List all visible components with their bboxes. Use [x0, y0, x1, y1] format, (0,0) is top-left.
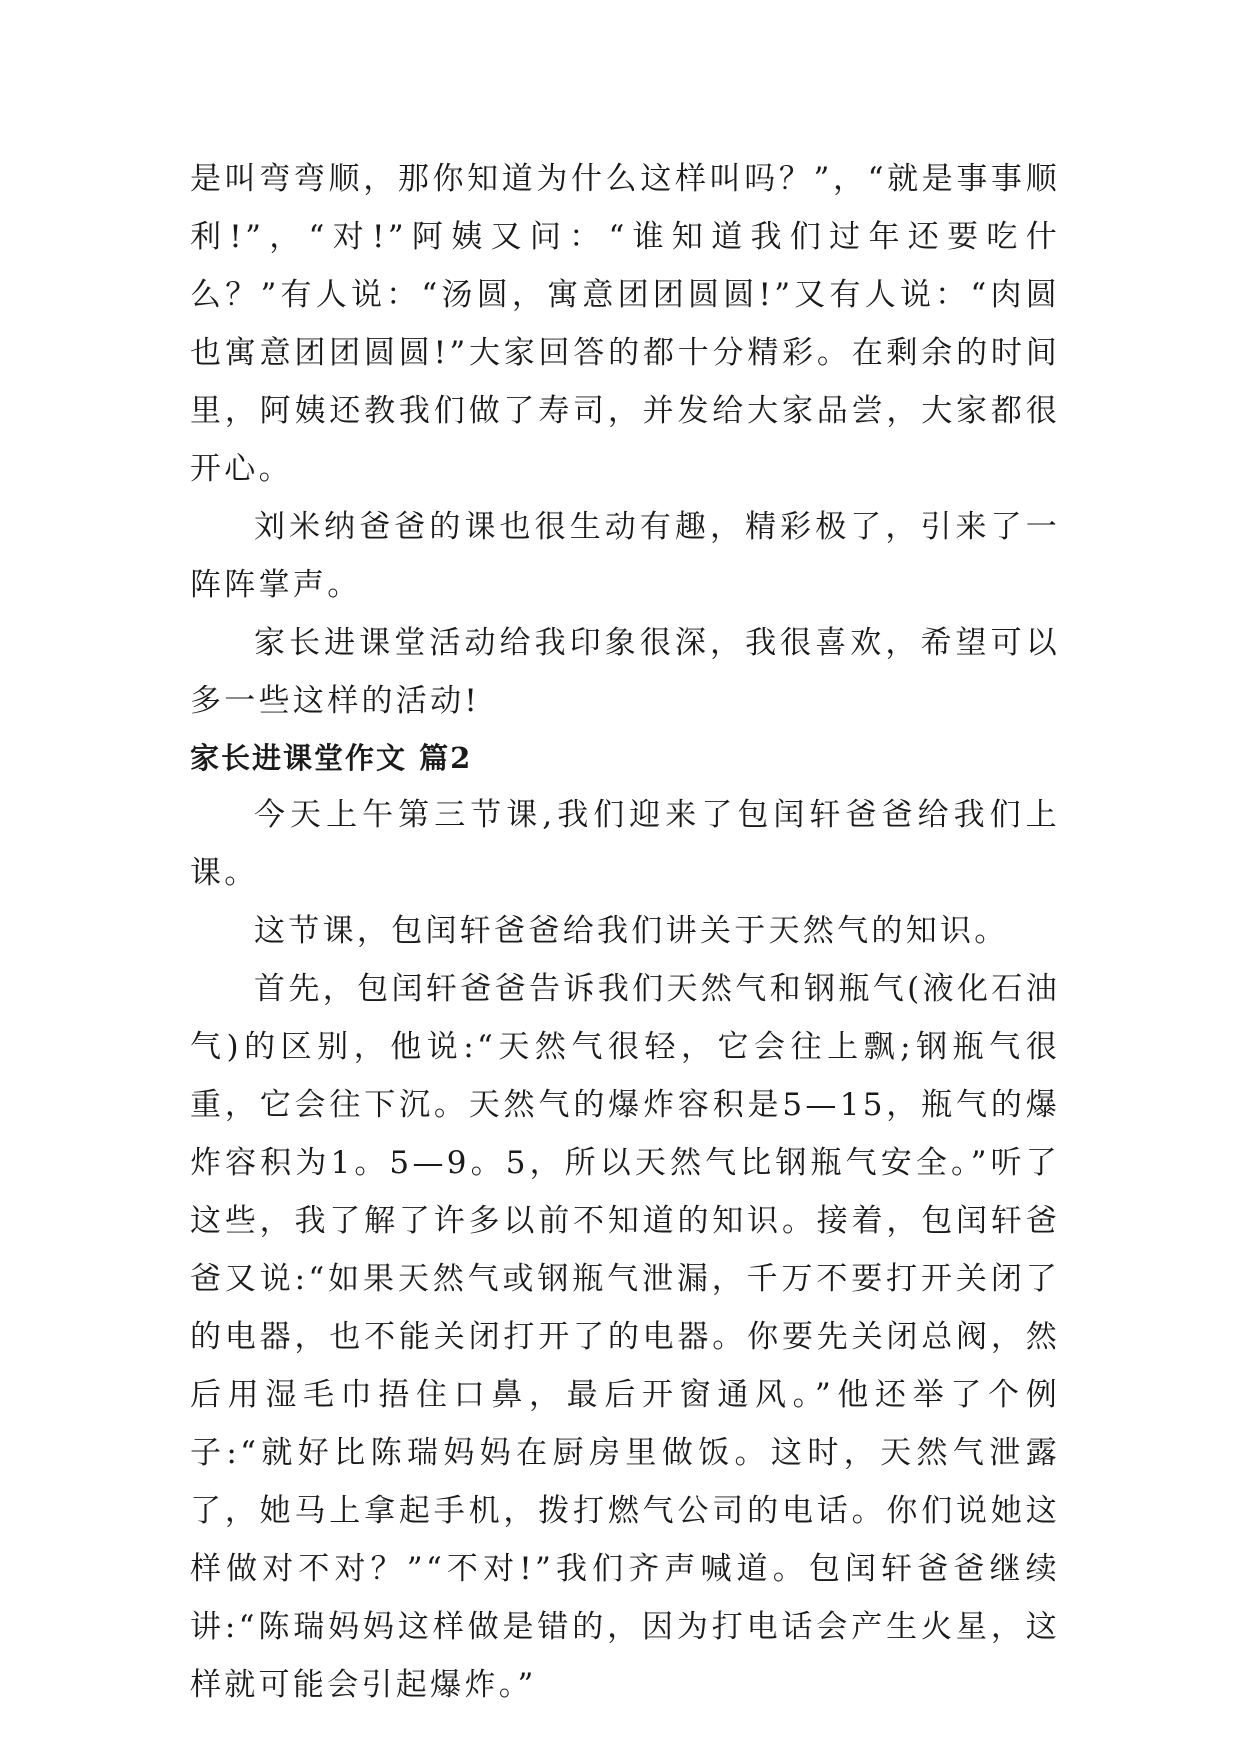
paragraph-topic: 这节课，包闰轩爸爸给我们讲关于天然气的知识。	[254, 913, 1009, 949]
paragraph-gas-safety: 首先，包闰轩爸爸告诉我们天然气和钢瓶气(液化石油气)的区别，他说:“天然气很轻，它会往上飘;钢瓶气很重，它会往下沉。天然气的爆炸容积是5—15，瓶气的爆炸容积为1。5—9。5，所以天然气比钢瓶气安全。”听了这些，我了解了许多以前不知道的知识。接着，包闰轩爸爸又说:“如果天然气或钢瓶气泄漏，千万不要打开关闭了的电器，也不能关闭打开了的电器。你要先关闭总阀，然后用湿毛巾捂住口鼻，最后开窗通风。”他还举了个例子:“就好比陈瑞妈妈在厨房里做饭。这时，天然气泄露了，她马上拿起手机，拨打燃气公司的电话。你们说她这样做对不对？”“不对!”我们齐声喊道。包闰轩爸爸继续讲:“陈瑞妈妈这样做是错的，因为打电话会产生火星，这样就可能会引起爆炸。”	[190, 971, 1060, 1703]
document-page	[190, 150, 1060, 1714]
paragraph-intro: 今天上午第三节课,我们迎来了包闰轩爸爸给我们上课。	[190, 797, 1060, 891]
paragraph-liu-mina: 刘米纳爸爸的课也很生动有趣，精彩极了，引来了一阵阵掌声。	[190, 509, 1060, 603]
essay-heading: 家长进课堂作文 篇2	[190, 741, 473, 775]
paragraph-continued: 是叫弯弯顺，那你知道为什么这样叫吗？”，“就是事事顺利!”，“对!”阿姨又问：“谁知道我们过年还要吃什么？”有人说：“汤圆，寓意团团圆圆!”又有人说：“肉圆也寓意团团圆圆!”大家回答的都十分精彩。在剩余的时间里，阿姨还教我们做了寿司，并发给大家品尝，大家都很开心。	[190, 161, 1060, 487]
paragraph-activity-impression: 家长进课堂活动给我印象很深，我很喜欢，希望可以多一些这样的活动!	[190, 625, 1060, 719]
